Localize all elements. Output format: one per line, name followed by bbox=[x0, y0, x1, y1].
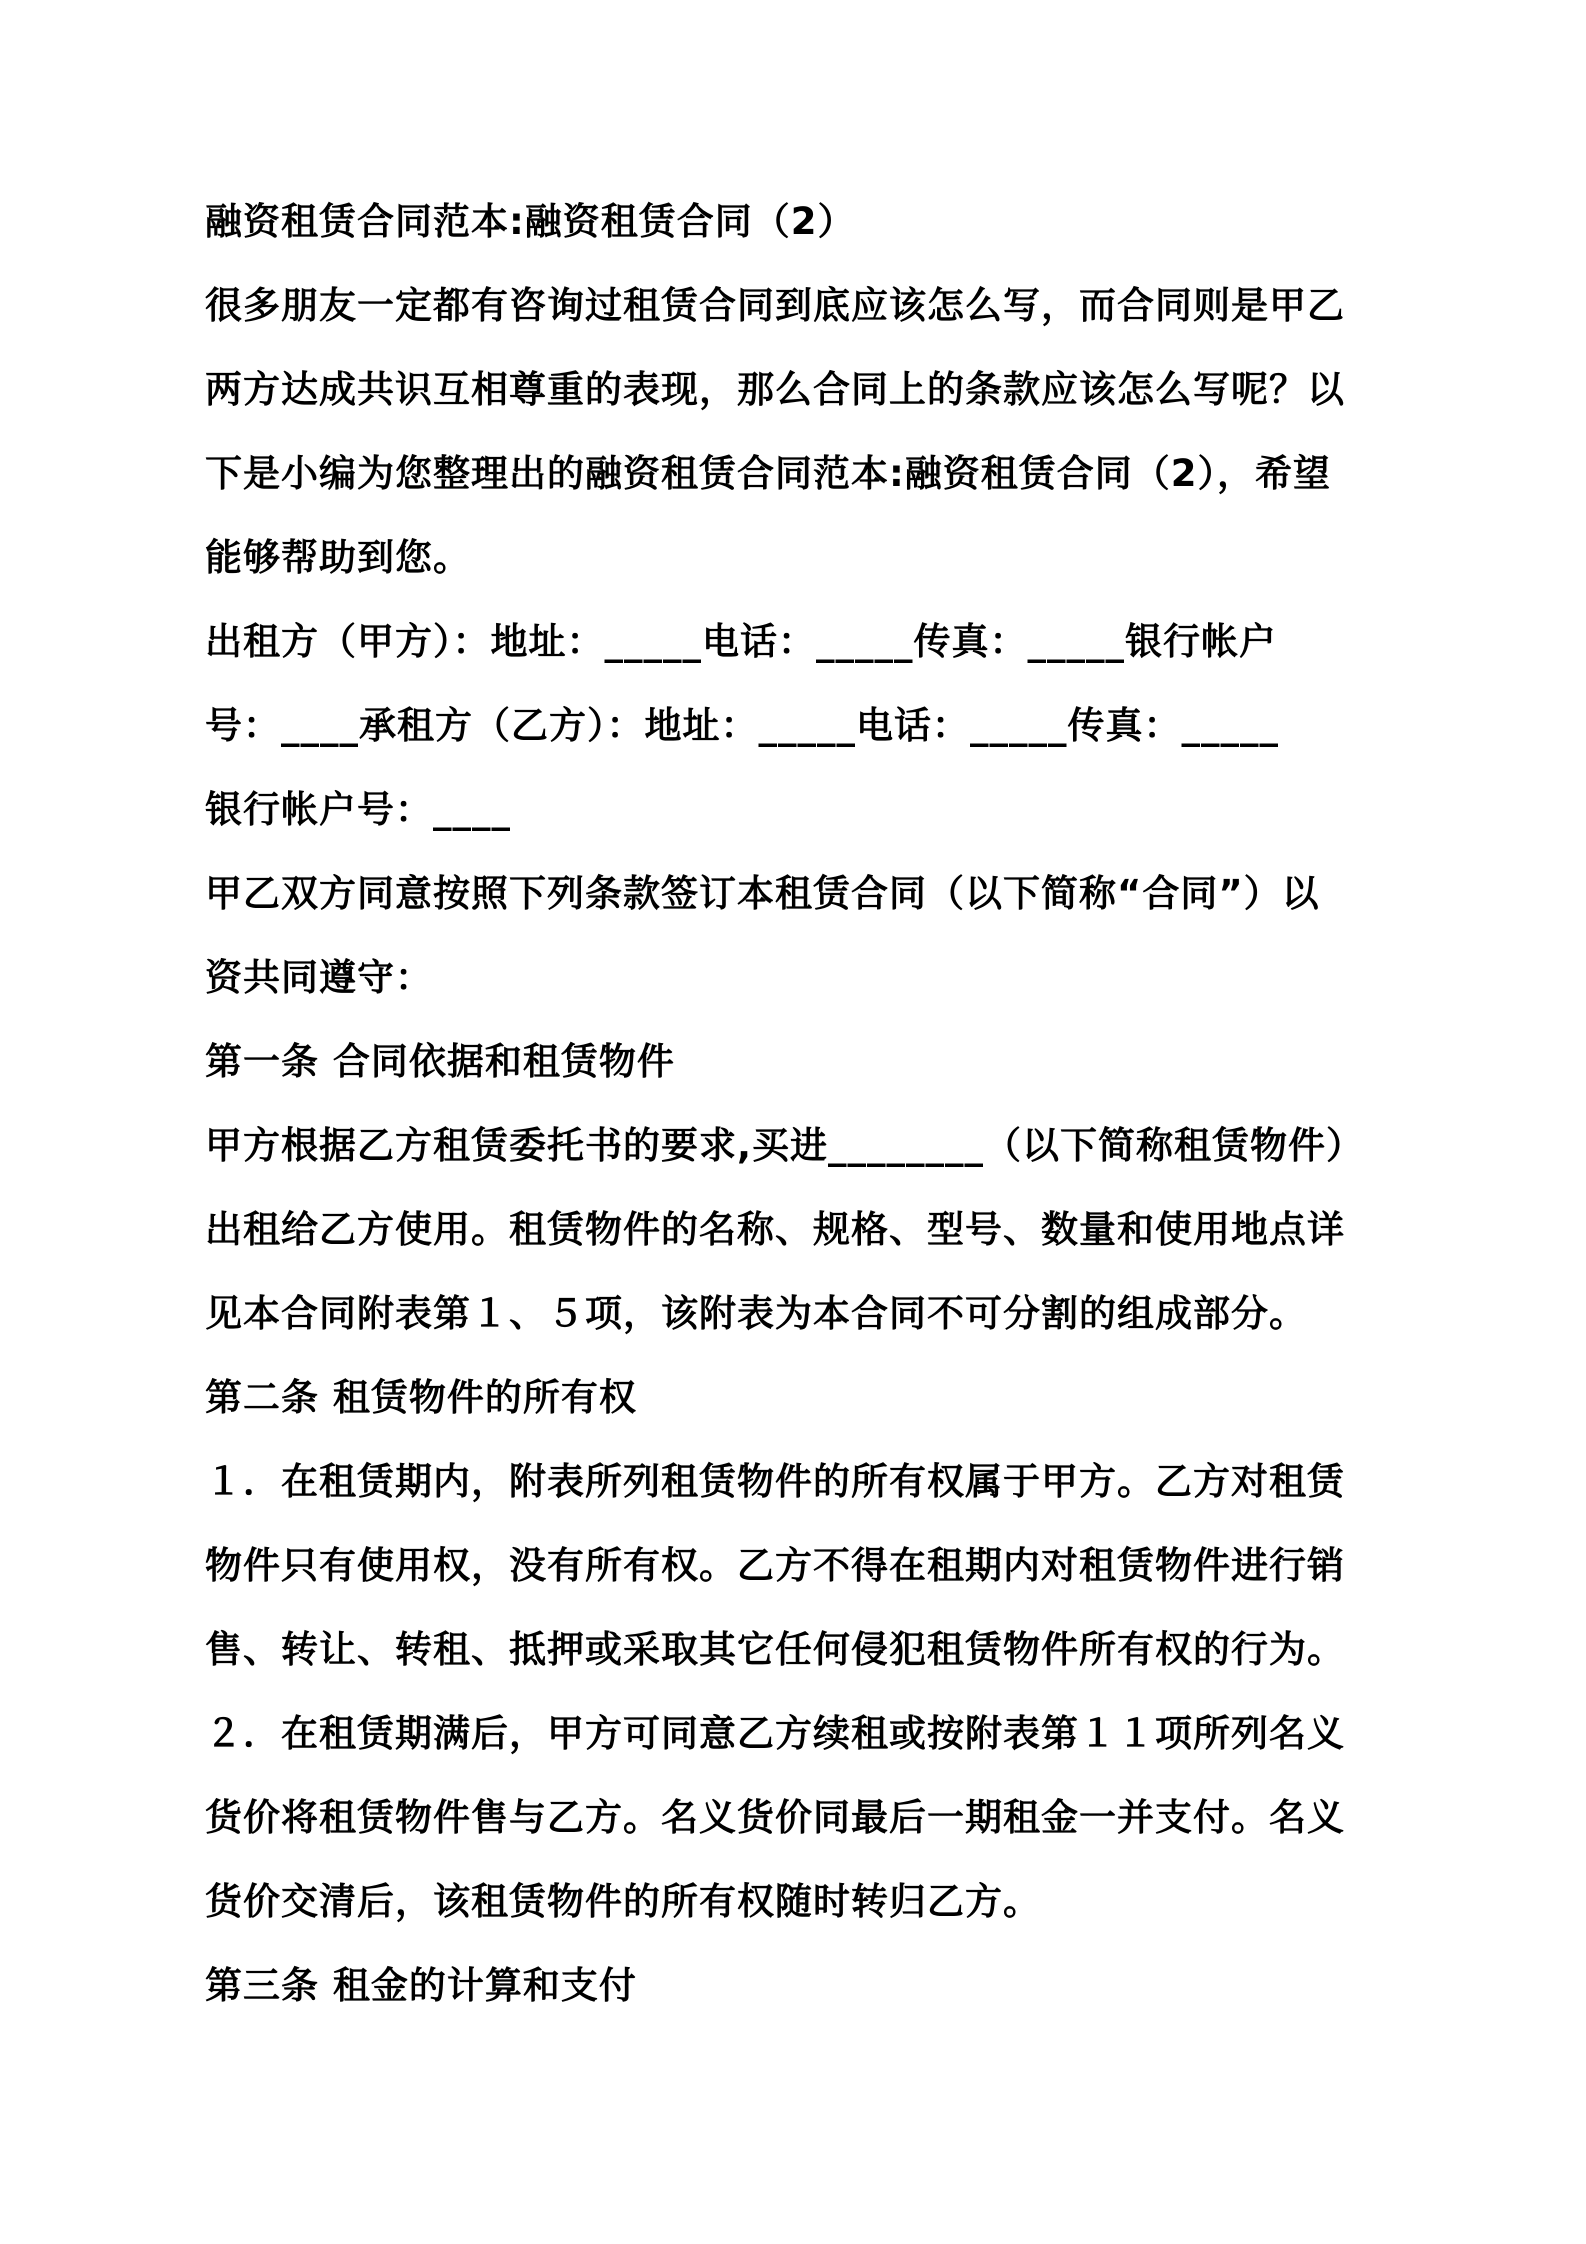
paragraph-article-1-body bbox=[205, 1104, 1546, 1356]
paragraph-article-2-clause-1 bbox=[205, 1440, 1546, 1692]
paragraph-article-2-heading bbox=[205, 1356, 1546, 1440]
paragraph-title bbox=[205, 180, 1546, 264]
text-line: １．在租赁期内，附表所列租赁物件的所有权属于甲方。乙方对租赁 bbox=[205, 1460, 1345, 1503]
paragraph-article-2-clause-2 bbox=[205, 1692, 1546, 1944]
text-line: 能够帮助到您。 bbox=[205, 536, 471, 579]
text-line: 第二条 租赁物件的所有权 bbox=[205, 1376, 637, 1419]
paragraph-intro bbox=[205, 264, 1546, 600]
text-line: ２．在租赁期满后，甲方可同意乙方续租或按附表第１１项所列名义 bbox=[205, 1712, 1345, 1755]
text-line: 售、转让、转租、抵押或采取其它任何侵犯租赁物件所有权的行为。 bbox=[205, 1628, 1345, 1671]
paragraph-article-1-heading bbox=[205, 1020, 1546, 1104]
text-line: 下是小编为您整理出的融资租赁合同范本:融资租赁合同（2），希望 bbox=[205, 452, 1332, 495]
text-line: 融资租赁合同范本:融资租赁合同（2） bbox=[205, 200, 856, 243]
text-line: 货价交清后，该租赁物件的所有权随时转归乙方。 bbox=[205, 1880, 1041, 1923]
text-line: 资共同遵守： bbox=[205, 956, 433, 999]
text-line: 两方达成共识互相尊重的表现，那么合同上的条款应该怎么写呢？以 bbox=[205, 368, 1345, 411]
text-line: 货价将租赁物件售与乙方。名义货价同最后一期租金一并支付。名义 bbox=[205, 1796, 1345, 1839]
text-line: 出租方（甲方）：地址：_____电话：_____传真：_____银行帐户 bbox=[205, 620, 1277, 663]
text-line: 号：____承租方（乙方）：地址：_____电话：_____传真：_____ bbox=[205, 704, 1279, 747]
text-line: 很多朋友一定都有咨询过租赁合同到底应该怎么写，而合同则是甲乙 bbox=[205, 284, 1345, 327]
text-line: 银行帐户号：____ bbox=[205, 788, 511, 831]
text-line: 物件只有使用权，没有所有权。乙方不得在租期内对租赁物件进行销 bbox=[205, 1544, 1345, 1587]
text-line: 第三条 租金的计算和支付 bbox=[205, 1964, 637, 2007]
text-line: 甲乙双方同意按照下列条款签订本租赁合同（以下简称“合同”）以 bbox=[205, 872, 1320, 915]
text-line: 见本合同附表第１、５项，该附表为本合同不可分割的组成部分。 bbox=[205, 1292, 1307, 1335]
text-line: 出租给乙方使用。租赁物件的名称、规格、型号、数量和使用地点详 bbox=[205, 1208, 1345, 1251]
paragraph-agreement-statement bbox=[205, 852, 1546, 1020]
paragraph-parties bbox=[205, 600, 1546, 852]
text-line: 甲方根据乙方租赁委托书的要求,买进________（以下简称租赁物件） bbox=[205, 1124, 1365, 1167]
text-line: 第一条 合同依据和租赁物件 bbox=[205, 1040, 675, 1083]
paragraph-article-3-heading bbox=[205, 1944, 1546, 2028]
